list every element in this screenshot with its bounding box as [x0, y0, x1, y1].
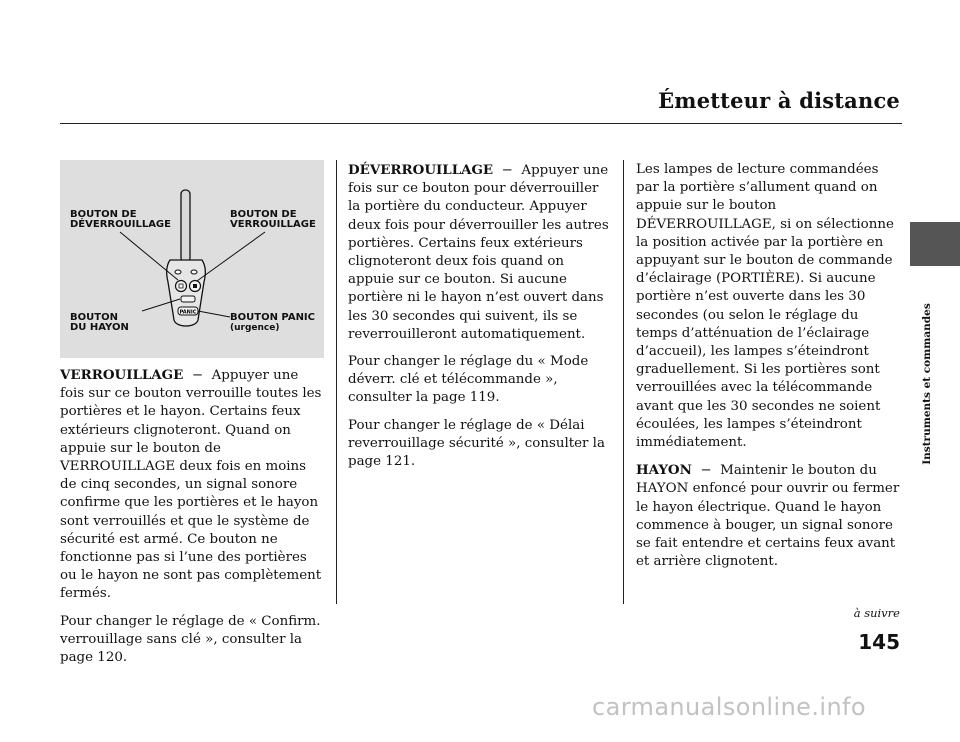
- lock-term: VERROUILLAGE: [60, 367, 184, 383]
- column-2: [348, 161, 614, 480]
- unlock-mode-paragraph: Pour changer le réglage du « Mode déverr. clé et télécommande », consulter la page 119.: [348, 354, 589, 406]
- label-panic-sub: (urgence): [230, 323, 280, 333]
- callout-lock: [197, 232, 265, 281]
- hatch-button: [181, 296, 195, 302]
- continued-note: à suivre: [853, 606, 900, 620]
- unlock-term: DÉVERROUILLAGE: [348, 162, 494, 178]
- column-divider-2: [623, 160, 624, 604]
- column-divider-1: [336, 160, 337, 604]
- section-label: Instruments et commandes: [921, 303, 933, 465]
- indicator-light: [191, 270, 197, 274]
- label-unlock-button: BOUTON DE DÉVERROUILLAGE: [70, 209, 171, 230]
- column-1: [60, 366, 326, 676]
- lock-text: Appuyer une fois sur ce bouton verrouille toutes les portières et le hayon. Certains feux extérieurs clignoteront. Quand on appuie sur le bouton de VERROUILLAGE deux fois en moins de cinq secondes, un signal sonore confirme que les portières et le hayon sont verrouillés et que le système de sécurité est armé. Ce bouton ne fonctionne pas si l’une des portières ou le hayon ne sont pas complètement fermés.: [60, 368, 322, 602]
- callout-panic: [198, 311, 230, 317]
- label-panic-button: BOUTON PANIC: [230, 312, 315, 323]
- key-blade: [181, 190, 190, 262]
- hatch-term: HAYON: [636, 462, 692, 479]
- lock-settings-paragraph: Pour changer le réglage de « Confirm. verrouillage sans clé », consulter la page 120.: [60, 613, 321, 666]
- key-fob-figure: [60, 160, 324, 358]
- relock-delay-paragraph: Pour changer le réglage de « Délai reverrouillage sécurité », consulter la page 121.: [348, 417, 605, 470]
- page-title: Émetteur à distance: [658, 88, 900, 113]
- lock-symbol: [193, 284, 197, 288]
- hatch-button-top: [175, 270, 181, 274]
- unlock-text: Appuyer une fois sur ce bouton pour déverrouiller la portière du conducteur. Appuyer deux fois pour déverrouiller les autres portières. Certains feux extérieurs clignoteront deux fois quand on appuie sur ce bouton. Si aucune portière ni le hayon n’est ouvert dans les 30 secondes qui suivent, ils se reverrouilleront automatiquement.: [348, 163, 609, 342]
- lock-paragraph: [60, 366, 326, 604]
- lock-dash: −: [191, 368, 204, 383]
- header-rule: [60, 123, 902, 124]
- unlock-button: [176, 281, 187, 292]
- panic-button-label: PANIC: [179, 309, 197, 316]
- interior-lights-paragraph: Les lampes de lecture commandées par la portière s’allument quand on appuie sur le bouton DÉVERROUILLAGE, si on sélectionne la position activée par la portière en appuyant sur le bouton de commande d’éclairage (PORTIÈRE). Si aucune portière n’est ouverte dans les 30 secondes (ou selon le réglage du temps d’atténuation de l’éclairage d’accueil), les lampes s’éteindront graduellement. Si les portières sont verrouillées avec la télécommande avant que les 30 secondes ne soient écoulées, les lampes s’éteindront immédiatement.: [636, 162, 894, 451]
- unlock-paragraph: [348, 161, 614, 344]
- column-3: [636, 161, 902, 580]
- page-number: 145: [858, 630, 900, 654]
- watermark: carmanualsonline.info: [592, 693, 866, 721]
- hatch-paragraph: [636, 461, 902, 571]
- callout-unlock: [120, 232, 178, 280]
- hatch-dash: −: [700, 463, 712, 479]
- label-lock-button: BOUTON DE VERROUILLAGE: [230, 209, 316, 230]
- label-hatch-button: BOUTON DU HAYON: [70, 312, 129, 333]
- key-fob-body: [167, 260, 206, 326]
- section-tab: [910, 222, 960, 266]
- hatch-text: Maintenir le bouton du HAYON enfoncé pour ouvrir ou fermer le hayon électrique. Quand le hayon commence à bouger, un signal sonore se fait entendre et certains feux avant et arrière clignotent.: [636, 463, 900, 570]
- unlock-dash: −: [501, 163, 513, 178]
